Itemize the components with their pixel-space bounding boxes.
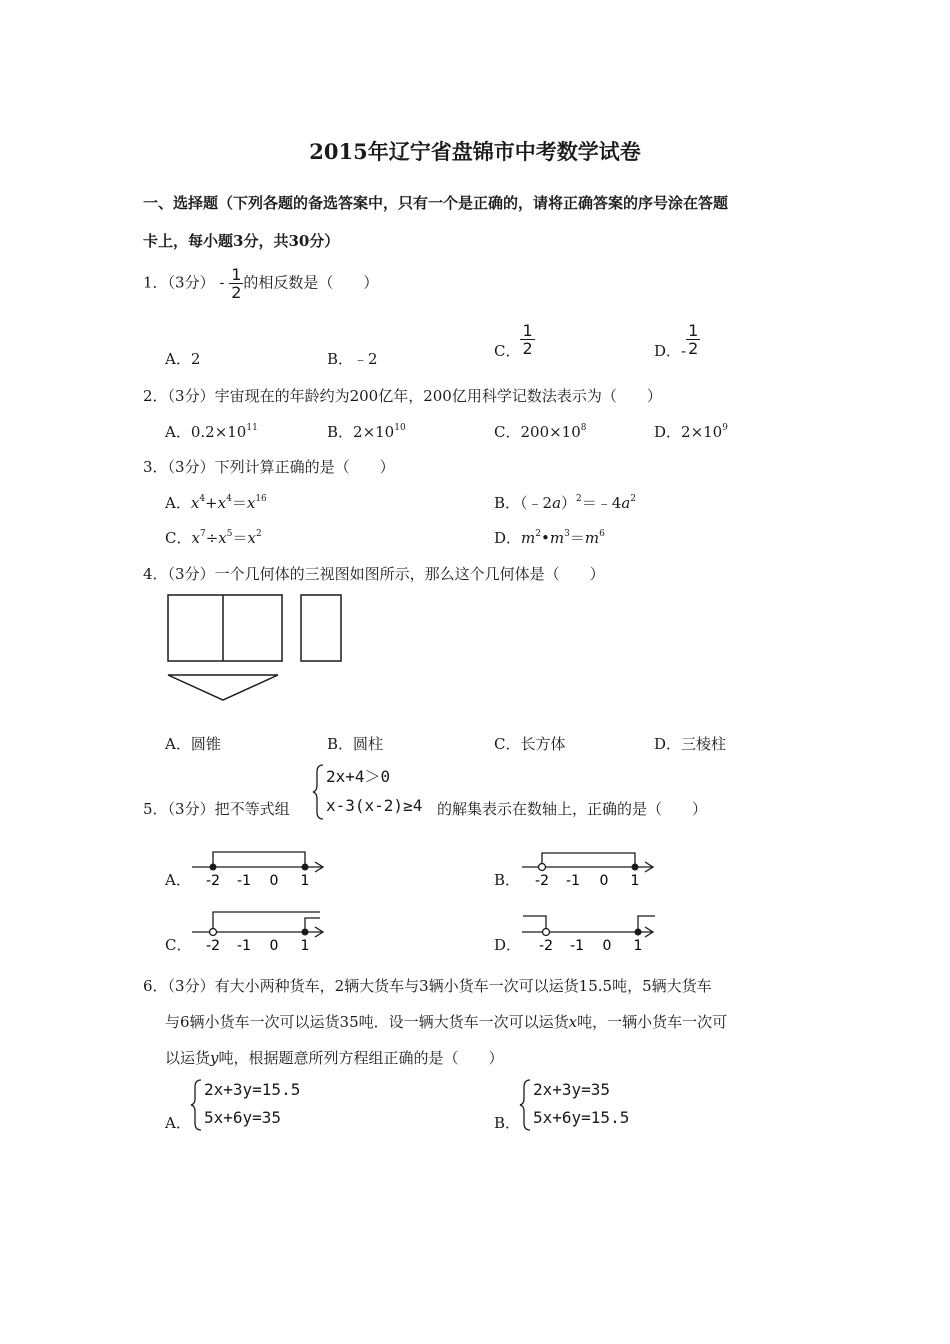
q5-option-b-label: B． (494, 871, 521, 889)
q4-option-c: C．长方体 (494, 735, 566, 753)
q4-option-a: A．圆锥 (165, 735, 221, 753)
three-view-figure (160, 590, 360, 705)
q2-option-b: B．$2\times 10^{10}$ (327, 423, 406, 441)
tick-label: -2 (206, 938, 220, 954)
q6-option-b-brace (519, 1078, 533, 1132)
section-heading-line1: 一、选择题（下列各题的备选答案中，只有一个是正确的，请将正确答案的序号涂在答题 (143, 194, 729, 212)
q4-option-d: D．三棱柱 (654, 735, 727, 753)
solution-ray (523, 916, 546, 932)
q6-option-b-eq2: 5x+6y=15.5 (533, 1108, 630, 1127)
question-3: 3．（3分）下列计算正确的是（ ） (143, 458, 395, 476)
question-6-line2: 与6辆小货车一次可以运货35吨．设一辆大货车一次可以运货x吨，一辆小货车一次可 (165, 1013, 728, 1031)
q5-option-c-label: C． (165, 936, 192, 954)
question-5-intro: 5．（3分）把不等式组 (143, 800, 290, 818)
solid-point (210, 864, 217, 871)
tick-label: -2 (206, 873, 220, 889)
q5-brace (312, 762, 326, 822)
q5-inequality-1: 2x+4＞0 (326, 767, 391, 786)
question-6-line1: 6．（3分）有大小两种货车，2辆大货车与3辆小货车一次可以运货15.5吨，5辆大货车 (143, 977, 712, 995)
number-line-d (520, 910, 660, 954)
q6-option-b-label: B． (494, 1114, 521, 1132)
tick-label: 0 (269, 938, 279, 954)
q1-option-c: C． $\frac{1}{2}$ (494, 321, 533, 360)
tick-label: -2 (539, 938, 553, 954)
q3-option-d: D．$m^2•m^3=m^6$ (494, 529, 605, 547)
q6-option-a-label: A． (165, 1114, 191, 1132)
number-line-c (190, 910, 330, 954)
tick-label: 0 (269, 873, 279, 889)
top-view (168, 675, 278, 700)
tick-label: -1 (237, 873, 251, 889)
question-5-text: 的解集表示在数轴上，正确的是（ ） (437, 800, 708, 818)
number-line-a (190, 845, 330, 889)
q6-option-b-eq1: 2x+3y=35 (533, 1080, 611, 1099)
number-line-b (520, 845, 660, 889)
q3-option-b: B．$(﹣2a)^2=﹣4a^2$ (494, 494, 637, 512)
tick-label: 1 (633, 938, 643, 954)
q4-option-b: B．圆柱 (327, 735, 384, 753)
q1-fraction: $\frac{1}{2}$ (231, 265, 242, 302)
q1-text: 的相反数是（ ） (243, 273, 379, 292)
q6-option-a-eq2: 5x+6y=35 (204, 1108, 282, 1127)
question-4: 4．（3分）一个几何体的三视图如图所示，那么这个几何体是（ ） (143, 565, 605, 583)
q1-option-d: D．- $\frac{1}{2}$ (654, 321, 699, 360)
solution-bracket (542, 853, 635, 867)
question-6-line3: 以运货y吨，根据题意所列方程组正确的是（ ） (165, 1049, 504, 1067)
solid-point (302, 929, 309, 936)
q3-option-a: A．$x^4+x^4=x^{16}$ (165, 494, 267, 512)
q2-option-c: C．$200\times 10^8$ (494, 423, 587, 441)
solution-bracket (213, 852, 305, 867)
q5-option-a-label: A． (165, 871, 191, 889)
solid-point (632, 864, 639, 871)
q1-option-a: A．2 (165, 350, 201, 368)
tick-label: 1 (300, 873, 310, 889)
tick-label: -1 (570, 938, 584, 954)
question-2: 2．（3分）宇宙现在的年龄约为200亿年，200亿用科学记数法表示为（ ） (143, 387, 662, 405)
open-point (210, 929, 217, 936)
solid-point (635, 929, 642, 936)
solution-ray (638, 916, 655, 932)
front-view (168, 595, 282, 661)
tick-label: 1 (300, 938, 310, 954)
question-1 (143, 266, 378, 301)
tick-label: -1 (566, 873, 580, 889)
q6-option-a-brace (190, 1078, 204, 1132)
tick-label: 1 (630, 873, 640, 889)
tick-label: -2 (535, 873, 549, 889)
section-heading-line2: 卡上，每小题3分，共30分） (143, 232, 340, 250)
q2-option-a: A．$0.2\times 10^{11}$ (165, 423, 258, 441)
open-point (543, 929, 550, 936)
solid-point (302, 864, 309, 871)
tick-label: -1 (237, 938, 251, 954)
side-view (301, 595, 341, 661)
tick-label: 0 (602, 938, 612, 954)
open-point (539, 864, 546, 871)
q5-inequality-2: x-3(x-2)≥4 (326, 796, 423, 815)
q5-option-d-label: D． (494, 936, 522, 954)
q1-option-b: B．﹣2 (327, 350, 378, 368)
q1-number: 1．（3分） (143, 273, 215, 292)
q1-sign: - (219, 273, 225, 292)
q3-option-c: C．$x^7\div x^5=x^2$ (165, 529, 262, 547)
q6-option-a-eq1: 2x+3y=15.5 (204, 1080, 301, 1099)
q2-option-d: D．$2\times 10^9$ (654, 423, 728, 441)
tick-label: 0 (599, 873, 609, 889)
page-title: 2015年辽宁省盘锦市中考数学试卷 (309, 139, 641, 164)
